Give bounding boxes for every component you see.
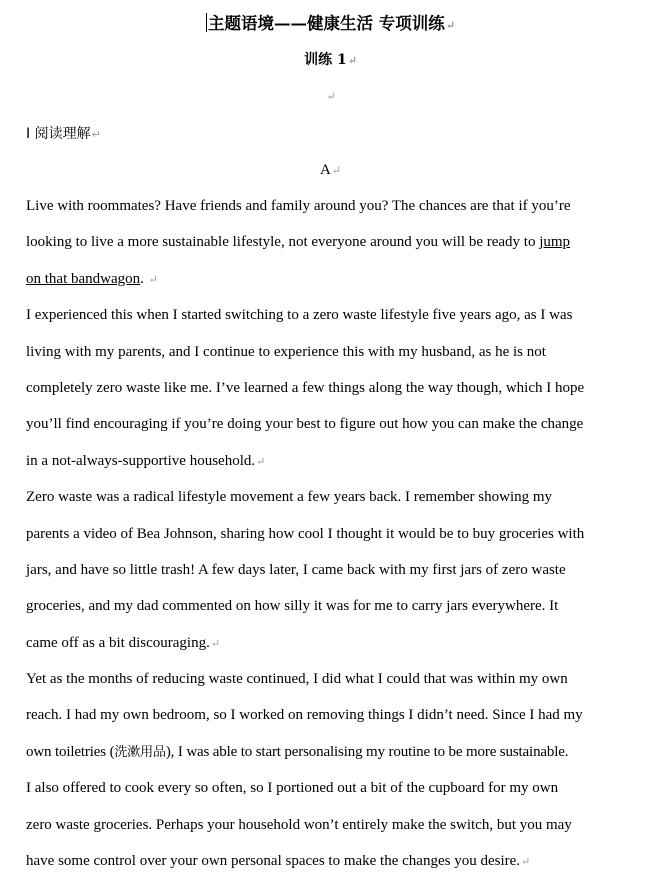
page-subtitle (0, 50, 661, 71)
text-line (26, 334, 648, 370)
text-line (26, 443, 648, 479)
text-run: I also offered to cook every so often, so I portioned out a bit of the cupboard for my own (26, 780, 559, 797)
text-line (26, 625, 648, 661)
text-line (26, 479, 648, 515)
passage-label-text: A (319, 162, 331, 178)
paragraph-mark-icon: ↵ (521, 856, 531, 869)
text-line (26, 843, 648, 879)
text-run: reach. I had my own bedroom, so I worked on removing things I didn’t need. Since I had my (26, 707, 583, 724)
text-run: . (140, 270, 148, 287)
paragraph-mark-icon: ↵ (347, 54, 357, 67)
passage-body (26, 188, 648, 879)
paragraph-mark-icon: ↵ (91, 128, 101, 141)
text-line (26, 807, 648, 843)
passage-paragraph (26, 297, 648, 479)
paragraph-mark-icon: ↵ (445, 19, 455, 32)
text-run: came off as a bit discouraging. (26, 634, 210, 651)
text-line (26, 588, 648, 624)
text-line (26, 661, 648, 697)
text-line (26, 770, 648, 806)
text-run: jars, and have so little trash! A few days later, I came back with my first jars of zero waste (26, 561, 566, 578)
text-run: in a not-always-supportive household. (26, 452, 256, 469)
text-run: ), I was able to start personalising my routine to be more sustainable. (165, 743, 569, 760)
text-line (26, 406, 648, 442)
text-run: Live with roommates? Have friends and family around you? The chances are that if you’re (26, 198, 571, 214)
text-run: I experienced this when I started switching to a zero waste lifestyle five years ago, as I was (26, 307, 573, 324)
paragraph-mark-icon: ↵ (210, 637, 221, 650)
passage-paragraph (26, 661, 648, 879)
text-run: completely zero waste like me. I’ve learned a few things along the way though, which I hope (26, 379, 585, 396)
text-line (26, 552, 648, 588)
empty-paragraph (0, 86, 661, 107)
text-run: own toiletries ( (26, 743, 115, 760)
text-line (26, 297, 648, 333)
text-line (26, 697, 648, 733)
text-line (26, 261, 648, 297)
underlined-phrase-part: on that bandwagon (26, 270, 141, 287)
text-run: looking to live a more sustainable lifestyle, not everyone around you will be ready to (26, 234, 540, 251)
text-line (26, 370, 648, 406)
passage-paragraph (26, 188, 648, 297)
text-run: have some control over your own personal spaces to make the changes you desire. (26, 853, 521, 870)
section-heading (26, 124, 101, 145)
text-line (26, 224, 648, 260)
page-subtitle-text: 训练 1 (304, 52, 347, 68)
text-line (26, 516, 648, 552)
text-run: zero waste groceries. Perhaps your household won’t entirely make the switch, but you may (26, 816, 572, 833)
page-title (0, 12, 661, 38)
page-title-text: 主题语境——健康生活 专项训练 (208, 14, 445, 33)
underlined-phrase-part: jump (539, 234, 571, 251)
text-line (26, 188, 648, 224)
text-line (26, 734, 648, 770)
paragraph-mark-icon: ↵ (331, 165, 342, 177)
paragraph-mark-icon: ↵ (256, 455, 266, 468)
chinese-gloss: 洗漱用品 (114, 744, 166, 760)
text-run: parents a video of Bea Johnson, sharing how cool I thought it would be to buy groceries with (26, 525, 585, 542)
text-run: Yet as the months of reducing waste continued, I did what I could that was within my own (26, 671, 568, 688)
passage-label (0, 160, 661, 181)
text-run: Zero waste was a radical lifestyle movement a few years back. I remember showing my (26, 489, 553, 506)
paragraph-mark-icon: ↵ (326, 91, 336, 103)
text-cursor (206, 13, 207, 32)
passage-paragraph (26, 479, 648, 661)
text-run: groceries, and my dad commented on how silly it was for me to carry jars everywhere. It (26, 598, 559, 615)
text-run: living with my parents, and I continue to experience this with my husband, as he is not (26, 343, 546, 360)
paragraph-mark-icon: ↵ (148, 273, 158, 286)
section-heading-text: I 阅读理解 (26, 126, 91, 142)
text-run: you’ll find encouraging if you’re doing your best to figure out how you can make the change (26, 416, 584, 433)
